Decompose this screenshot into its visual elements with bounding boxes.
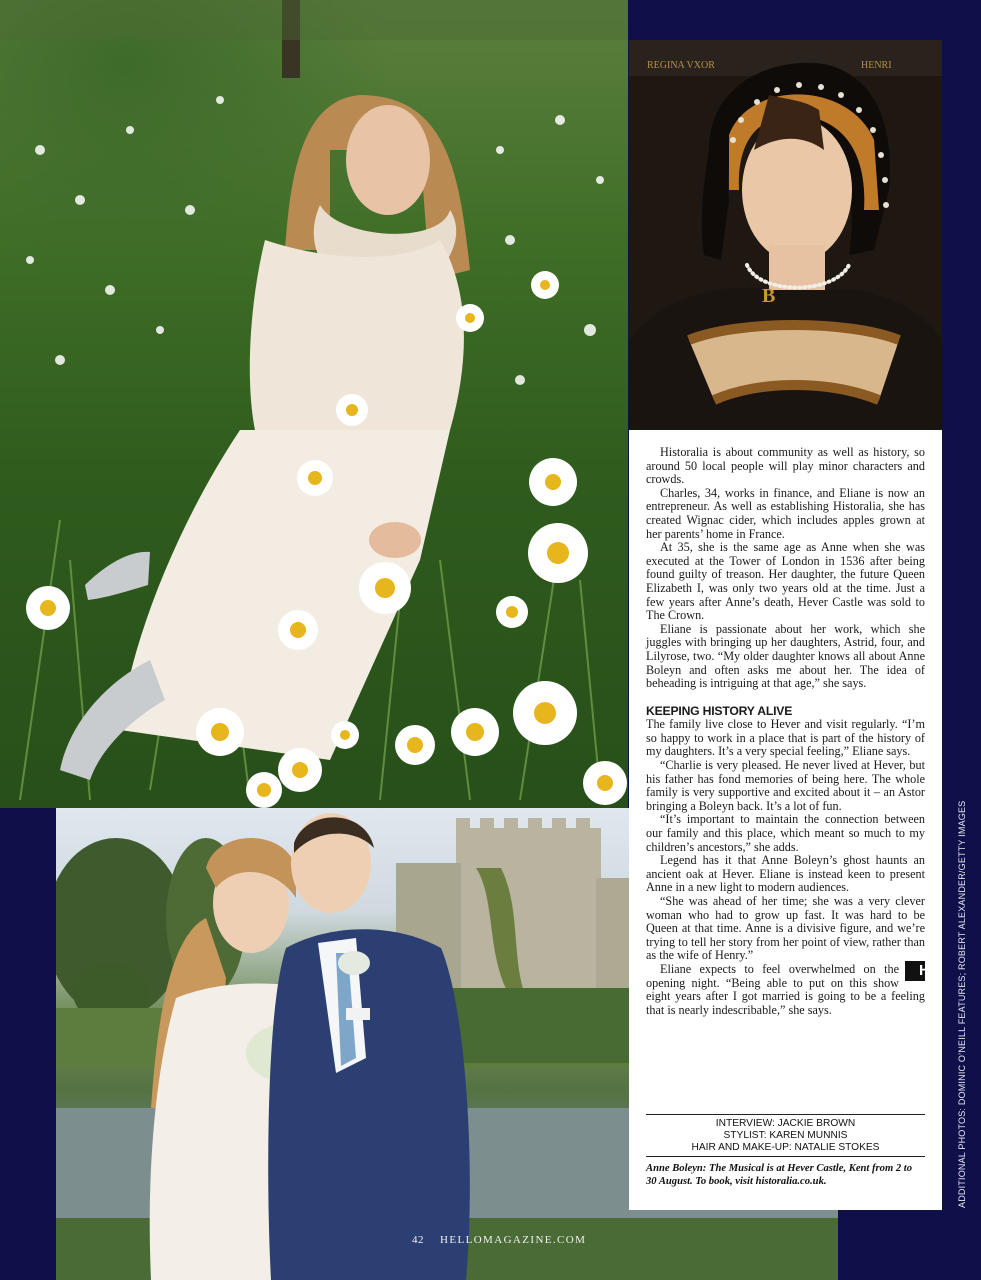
article-paragraph: Historalia is about community as well as history, so around 50 local people will play minor characters and crowds. xyxy=(646,445,925,487)
portrait-illustration xyxy=(629,40,942,429)
article-paragraph: The family live close to Hever and visit regularly. “I’m so happy to work in a place that is part of the history of my daughters. It’s a very special feeling,” Eliane says. xyxy=(646,717,925,759)
article-paragraph: At 35, she is the same age as Anne when she was executed at the Tower of London in 1536 after being found guilty of treason. Her daughter, the future Queen Elizabeth I, was only two years old at the time. Just a few years after Anne’s death, Hever Castle was sold to The Crown. xyxy=(646,540,925,623)
divider xyxy=(646,1114,925,1115)
booking-note: Anne Boleyn: The Musical is at Hever Castle, Kent from 2 to 30 August. To book, visit historalia.co.uk. xyxy=(646,1163,913,1187)
article-paragraph-last xyxy=(646,961,930,1017)
credit-interview: INTERVIEW: JACKIE BROWN xyxy=(715,1118,856,1129)
divider xyxy=(646,1156,925,1157)
article-paragraph: Eliane is passionate about her work, which she juggles with bringing up her daughters, Astrid, four, and Lilyrose, two. “My older daughter knows all about Anne Boleyn and often asks me about her. The idea of beheading is intriguing at that age,” she says. xyxy=(646,621,925,691)
portrait-pendant: B xyxy=(762,285,776,307)
portrait-inscription-right: HENRI xyxy=(861,60,892,71)
photo-credit-vertical: ADDITIONAL PHOTOS: DOMINIC O’NEILL FEATURES; ROBERT ALEXANDER/GETTY IMAGES xyxy=(957,800,967,1208)
meadow-photo-illustration xyxy=(0,0,628,808)
article-paragraph: Charles, 34, works in finance, and Eliane is now an entrepreneur. As well as establishing Historalia, she has created Wignac cider, which includes apples grown at her parents’ home in France. xyxy=(646,485,925,541)
last-paragraph-text: Eliane expects to feel overwhelmed on the opening night. “Being able to put on this show eight years after I got married is going to be a feeling that is nearly indescribable,” she says. xyxy=(646,961,925,1017)
portrait-inscription-left: REGINA VXOR xyxy=(647,60,715,71)
folio xyxy=(412,1234,586,1246)
article-paragraph: “It’s important to maintain the connection between our family and this place, which meant so much to my children’s ancestors,” she adds. xyxy=(646,812,925,854)
credits-block xyxy=(646,1118,925,1154)
article-panel xyxy=(629,430,942,1210)
article-paragraph: Legend has it that Anne Boleyn’s ghost haunts an ancient oak at Hever. Eliane is instead keen to present Anne in a new light to modern audiences. xyxy=(646,853,925,895)
article-paragraph: “Charlie is very pleased. He never lived at Hever, but his father has fond memories of being here. The whole family is very supportive and excited about it – an Astor bringing a Boleyn back. It’s a lot of fun. xyxy=(646,758,925,813)
site-name: HELLOMAGAZINE.COM xyxy=(440,1234,587,1246)
meadow-photo xyxy=(0,0,628,808)
article-body xyxy=(646,445,930,1017)
hello-end-badge-icon: H xyxy=(905,961,925,981)
article-subheading: KEEPING HISTORY ALIVE xyxy=(646,703,793,718)
page-number: 42 xyxy=(412,1234,424,1246)
anne-boleyn-portrait xyxy=(629,40,942,429)
article-paragraph: “She was ahead of her time; she was a very clever woman who had to grow up fast. It was hard to be Queen at that time. Anne is a divisive figure, and we’re trying to tell her story from her point of view, rather than as the wife of Henry.” xyxy=(646,894,925,963)
credit-hair-makeup: HAIR AND MAKE-UP: NATALIE STOKES xyxy=(691,1142,880,1153)
credit-stylist: STYLIST: KAREN MUNNIS xyxy=(723,1130,848,1141)
